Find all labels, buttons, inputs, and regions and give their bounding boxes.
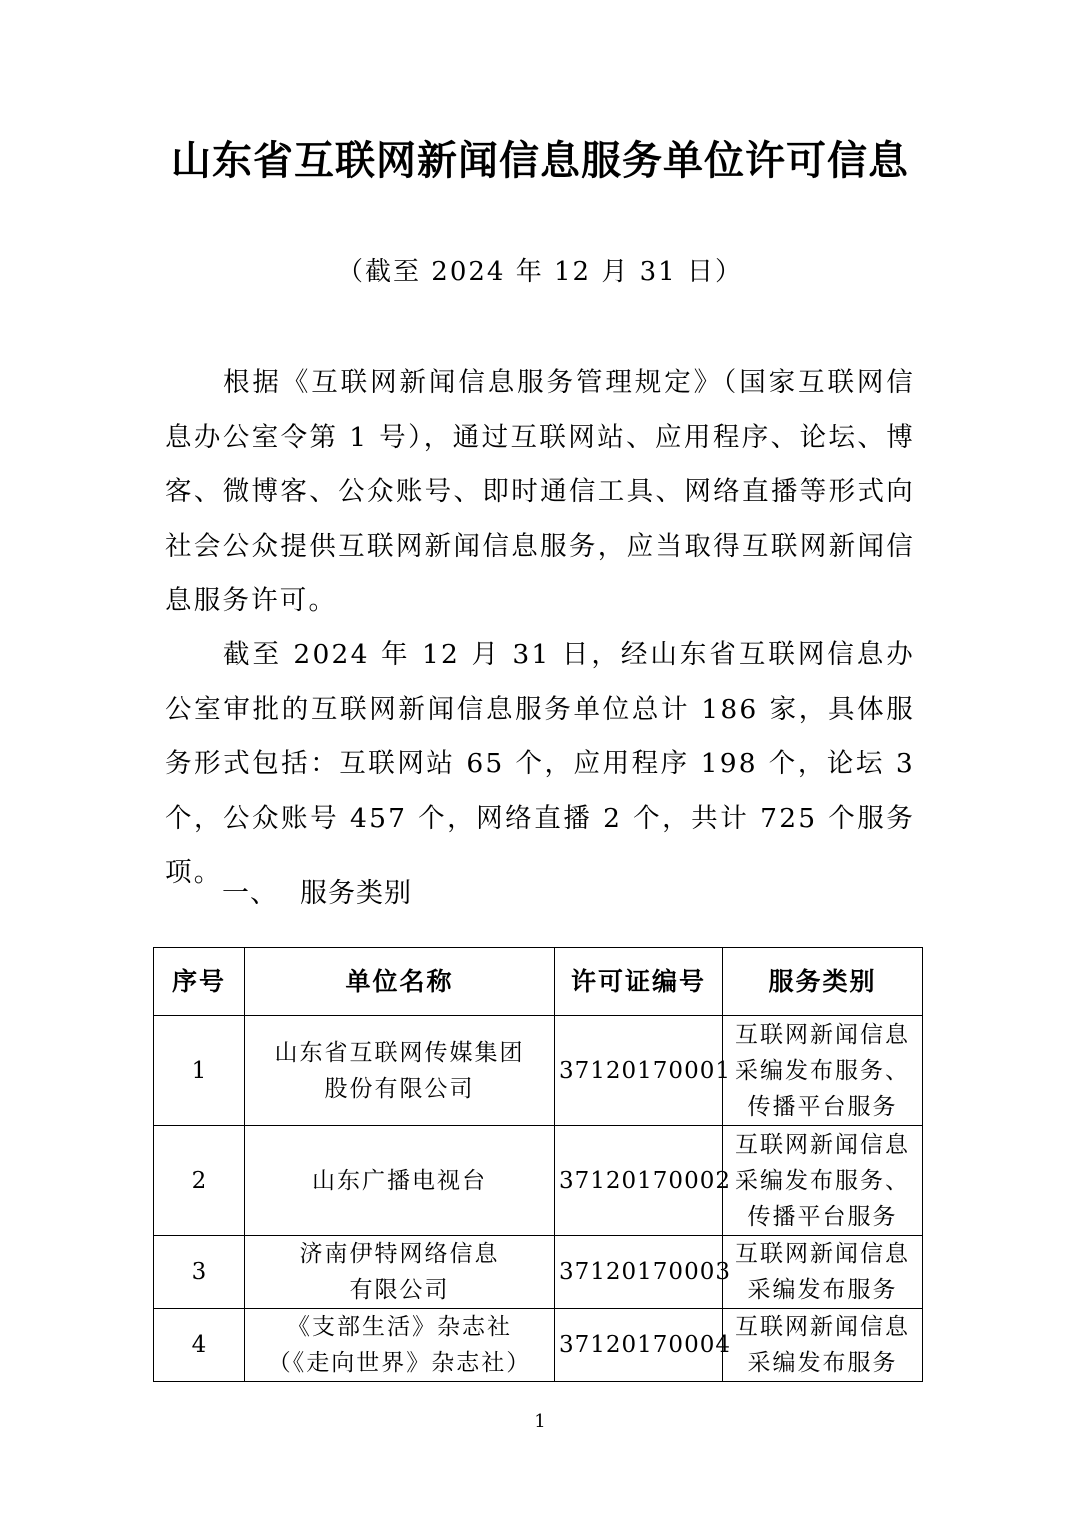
row-unit-name: [245, 1126, 555, 1236]
section-number: 一、: [222, 878, 278, 909]
row-unit-name: [245, 1016, 555, 1126]
header-unit-name: 单位名称: [245, 948, 555, 1016]
row-service-type: [723, 1309, 923, 1382]
row-license-no: 37120170004: [555, 1309, 723, 1382]
license-table: [153, 947, 923, 1382]
service-line: 采编发布服务: [747, 1277, 898, 1303]
table-row: [154, 1309, 923, 1382]
row-no: 1: [154, 1016, 245, 1126]
section-title: 服务类别: [300, 878, 412, 909]
row-service-type: [723, 1126, 923, 1236]
service-line: 互联网新闻信息: [735, 1314, 910, 1340]
row-service-type: [723, 1236, 923, 1309]
service-line: 互联网新闻信息: [735, 1241, 910, 1267]
service-line: 采编发布服务: [747, 1350, 898, 1376]
table-header-row: [154, 948, 923, 1016]
service-line: 采编发布服务、: [735, 1167, 910, 1194]
section-heading: [222, 872, 412, 916]
row-license-no: 37120170003: [555, 1236, 723, 1309]
service-line: 传播平台服务: [747, 1093, 898, 1120]
unit-name-line: （《走向世界》杂志社）: [267, 1350, 532, 1376]
row-license-no: 37120170001: [555, 1016, 723, 1126]
service-line: 互联网新闻信息: [735, 1131, 910, 1158]
table-row: [154, 1126, 923, 1236]
intro-paragraph: 根据《互联网新闻信息服务管理规定》（国家互联网信息办公室令第 1 号），通过互联网站、应用程序、论坛、博客、微博客、公众账号、即时通信工具、网络直播等形式向社会公众提供互联网新闻信息服务，应当取得互联网新闻信息服务许可。: [165, 367, 915, 616]
row-no: 2: [154, 1126, 245, 1236]
row-no: 3: [154, 1236, 245, 1309]
unit-name-line: 济南伊特网络信息: [299, 1241, 500, 1267]
unit-name-line: 山东省互联网传媒集团: [274, 1039, 525, 1066]
row-no: 4: [154, 1309, 245, 1382]
unit-name-line: 有限公司: [349, 1277, 450, 1303]
header-license-no: 许可证编号: [555, 948, 723, 1016]
service-line: 采编发布服务、: [735, 1057, 910, 1084]
row-license-no: 37120170002: [555, 1126, 723, 1236]
page-number: 1: [534, 1411, 546, 1432]
header-service-type: 服务类别: [723, 948, 923, 1016]
table-row: [154, 1016, 923, 1126]
date-subtitle: （截至 2024 年 12 月 31 日）: [337, 257, 743, 287]
row-service-type: [723, 1016, 923, 1126]
page-title: 山东省互联网新闻信息服务单位许可信息: [171, 138, 909, 184]
table-row: [154, 1236, 923, 1309]
row-unit-name: [245, 1309, 555, 1382]
service-line: 互联网新闻信息: [735, 1021, 910, 1048]
unit-name-line: 股份有限公司: [324, 1075, 475, 1102]
row-unit-name: [245, 1236, 555, 1309]
header-no: 序号: [154, 948, 245, 1016]
unit-name-line: 《支部生活》杂志社: [287, 1314, 512, 1340]
unit-name-line: 山东广播电视台: [312, 1167, 487, 1194]
summary-paragraph: 截至 2024 年 12 月 31 日，经山东省互联网信息办公室审批的互联网新闻信息服务单位总计 186 家，具体服务形式包括：互联网站 65 个，应用程序 198 个，论坛 3 个，公众账号 457 个，网络直播 2 个，共计 725 个服务项。: [165, 639, 915, 888]
service-line: 传播平台服务: [747, 1203, 898, 1230]
